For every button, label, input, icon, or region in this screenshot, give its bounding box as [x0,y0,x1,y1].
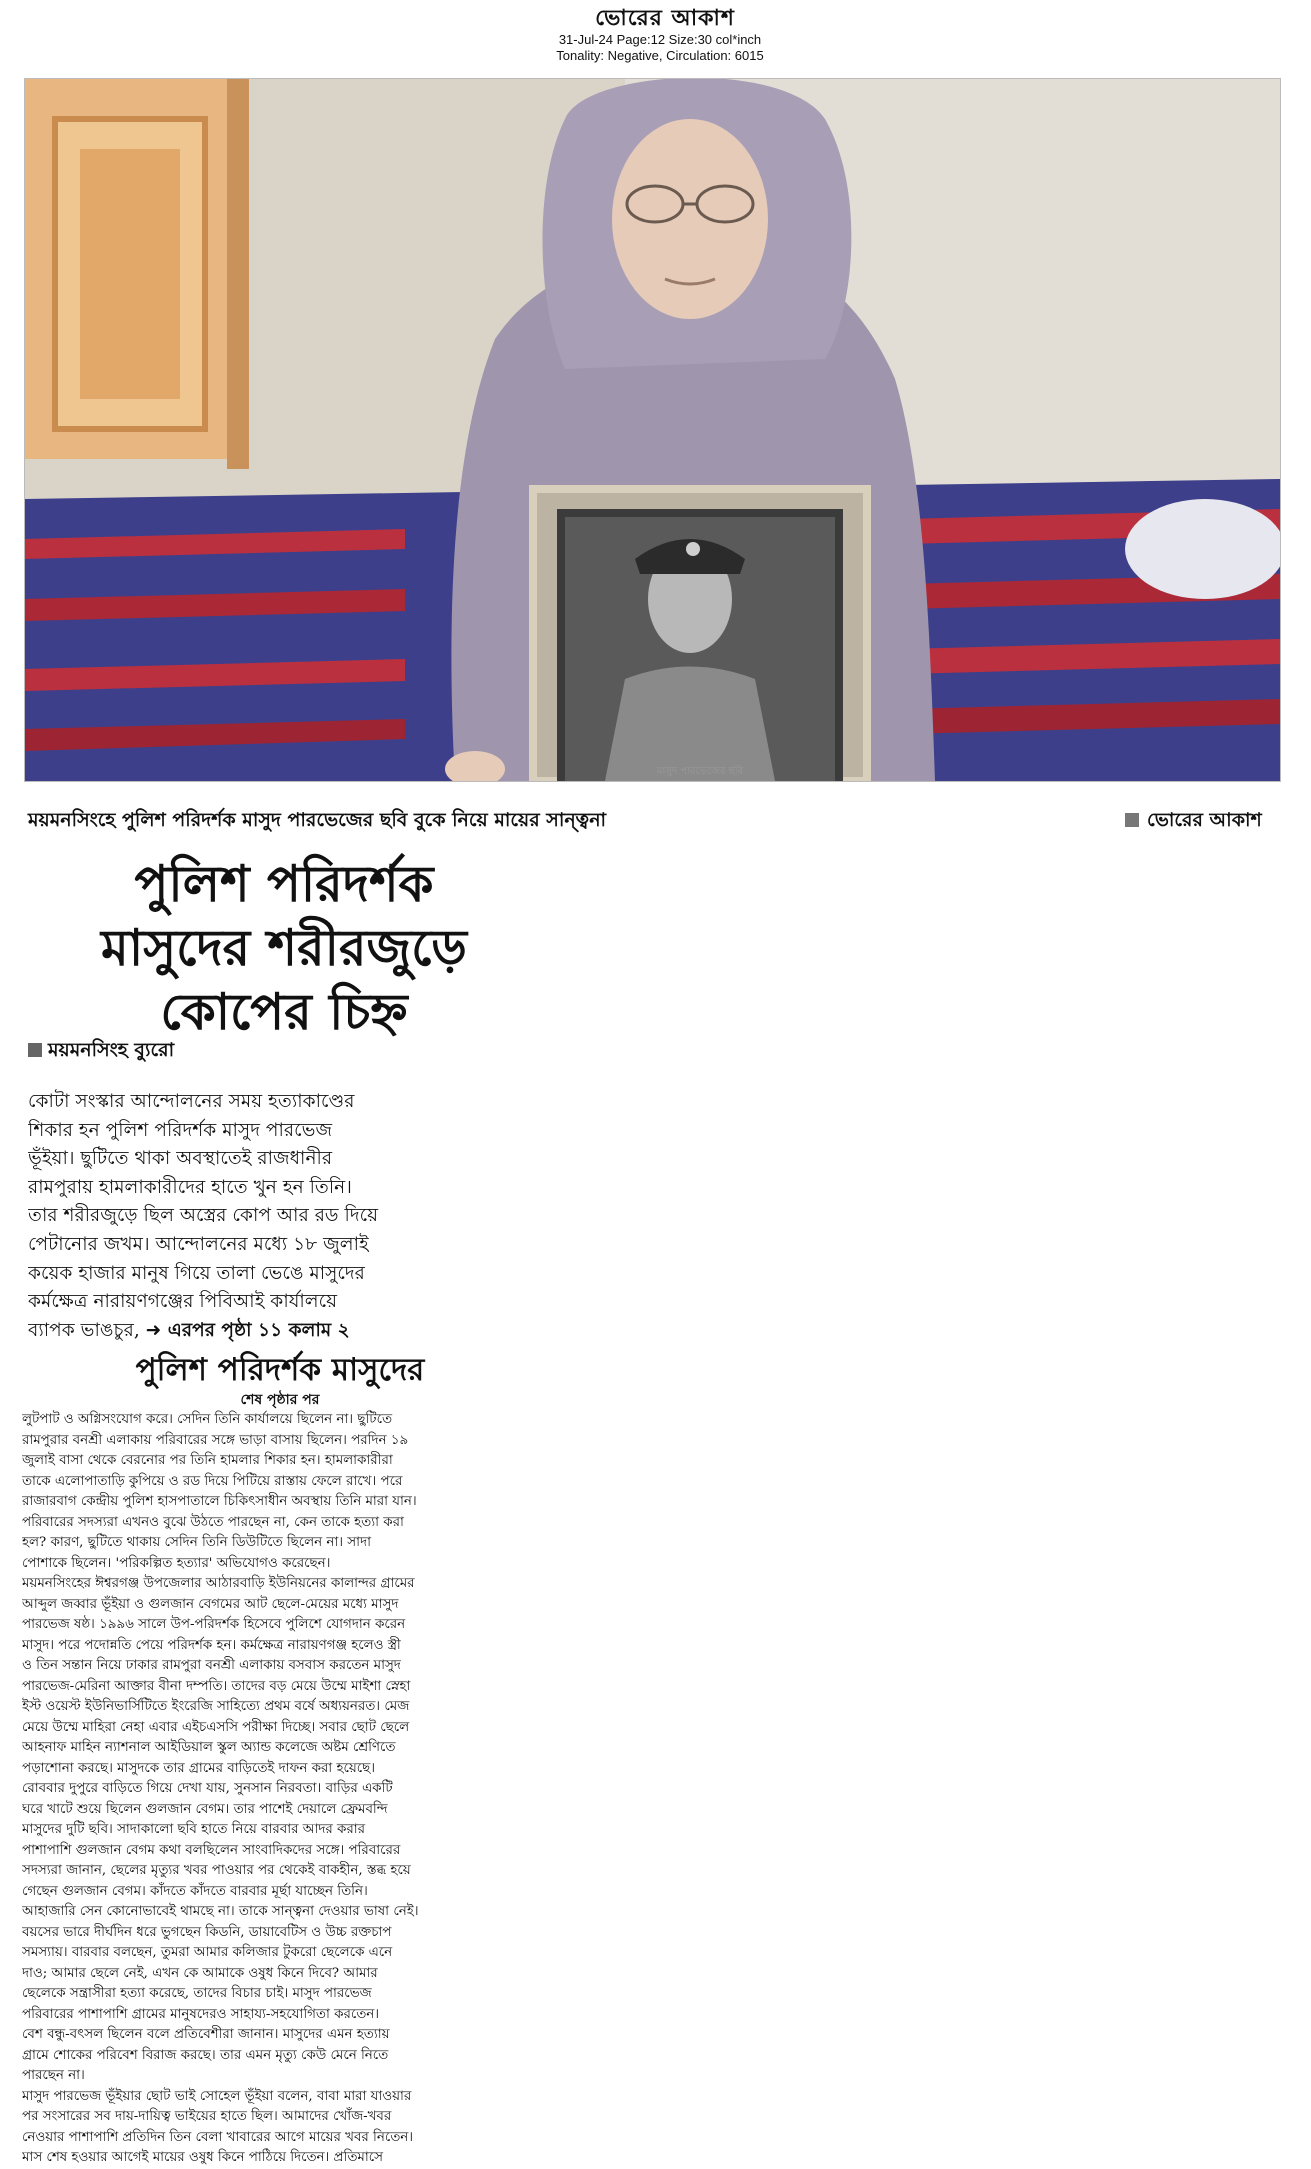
jump-title: পুলিশ পরিদর্শক মাসুদের [135,1352,425,1388]
intro-line: পেটানোর জখম। আন্দোলনের মধ্যে ১৮ জুলাই [28,1233,369,1255]
jump-line: আহাজারি সেন কোনোভাবেই থামছে না। তাকে সান্ত্বনা দেওয়ার ভাষা নেই। [22,1904,419,1919]
news-photo-illustration [25,79,1280,781]
jump-line: রামপুরার বনশ্রী এলাকায় পরিবারের সঙ্গে ভাড়া বাসায় ছিলেন। পরদিন ১৯ [22,1432,409,1448]
jump-line: তাকে এলোপাতাড়ি কুপিয়ে ও রড দিয়ে পিটিয়ে রাস্তায় ফেলে রাখে। পরে [22,1473,403,1489]
jump-line: পরিবারের সদস্যরা এখনও বুঝে উঠতে পারছেন না, কেন তাকে হত্যা করা [22,1514,404,1530]
jump-line: সমস্যায়। বারবার বলছেন, তুমরা আমার কলিজার টুকরো ছেলেকে এনে [22,1945,393,1960]
intro-line: কোটা সংস্কার আন্দোলনের সময় হত্যাকাণ্ডের [28,1091,355,1112]
jump-line: পরিবারের পাশাপাশি গ্রামের মানুষদেরও সাহায্য-সহযোগিতা করতেন। [22,2006,380,2022]
jump-line: পারভেজ ষষ্ঠ। ১৯৯৬ সালে উপ-পরিদর্শক হিসেবে পুলিশে যোগদান করেন [22,1617,406,1632]
portrait-frame-label: মাসুদ পারভেজের ছবি [656,766,744,777]
jump-line: পারছেন না। [22,2068,85,2083]
jump-line: ইস্ট ওয়েস্ট ইউনিভার্সিটিতে ইংরেজি সাহিত্যে প্রথম বর্ষে অধ্যয়নরত। মেজ [22,1699,410,1714]
jump-line: পাশাপাশি গুলজান বেগম কথা বলছিলেন সাংবাদিকদের সঙ্গে। পরিবারের [22,1842,401,1858]
intro-line: রামপুরায় হামলাকারীদের হাতে খুন হন তিনি। [28,1176,352,1198]
jump-line: বেশ বন্ধু-বৎসল ছিলেন বলে প্রতিবেশীরা জানান। মাসুদের এমন হত্যায় [22,2027,390,2042]
masthead-logo: ভোরের আকাশ [595,5,735,31]
clipping-meta-line2: Tonality: Negative, Circulation: 6015 [556,48,764,63]
jump-line: আহনাফ মাহিন ন্যাশনাল আইডিয়াল স্কুল অ্যান্ড কলেজে অষ্টম শ্রেণিতে [22,1740,396,1755]
intro-line: কয়েক হাজার মানুষ গিয়ে তালা ভেঙে মাসুদের [28,1262,365,1284]
intro-line: শিকার হন পুলিশ পরিদর্শক মাসুদ পারভেজ [28,1119,333,1141]
intro-line: তার শরীরজুড়ে ছিল অস্ত্রের কোপ আর রড দিয়ে [28,1205,379,1227]
jump-line: মাসুদ পারভেজ ভূঁইয়ার ছোট ভাই সোহেল ভূঁইয়া বলেন, বাবা মারা যাওয়ার [22,2088,412,2104]
continued-reference: এরপর পৃষ্ঠা ১১ কলাম ২ [167,1319,350,1341]
jump-line: সদস্যরা জানান, ছেলের মৃত্যুর খবর পাওয়ার পর থেকেই বাকহীন, স্তব্ধ হয়ে [22,1863,411,1878]
jump-line: গেছেন গুলজান বেগম। কাঁদতে কাঁদতে বারবার মূর্ছা যাচ্ছেন তিনি। [22,1883,368,1899]
jump-line: আব্দুল জব্বার ভূঁইয়া ও গুলজান বেগমের আট ছেলে-মেয়ের মধ্যে মাসুদ [22,1596,399,1612]
intro-line: কর্মক্ষেত্র নারায়ণগঞ্জের পিবিআই কার্যালয়ে [28,1291,338,1313]
continuation-arrow-icon: ➜ [145,1319,168,1341]
jump-line: পড়াশোনা করছে। মাসুদকে তার গ্রামের বাড়িতেই দাফন করা হয়েছে। [22,1760,376,1776]
intro-paragraph [28,1088,530,1345]
jump-line: ছেলেকে সন্ত্রাসীরা হত্যা করেছে, তাদের বিচার চাই। মাসুদ পারভেজ [22,1986,372,2001]
headline-line: মাসুদের শরীরজুড়ে [101,919,467,977]
photo-credit-text: ভোরের আকাশ [1147,809,1262,831]
jump-body [22,1410,534,2169]
jump-line: জুলাই বাসা থেকে বেরনোর পর তিনি হামলার শিকার হন। হামলাকারীরা [22,1453,393,1468]
intro-line: ব্যাপক ভাঙচুর, [28,1319,140,1341]
news-photo [24,78,1281,782]
photo-caption: ময়মনসিংহে পুলিশ পরিদর্শক মাসুদ পারভেজের ছবি বুকে নিয়ে মায়ের সান্ত্বনা [28,809,607,831]
jump-line: মাসুদের দুটি ছবি। সাদাকালো ছবি হাতে নিয়ে বারবার আদর করার [22,1822,365,1837]
intro-line: ভূঁইয়া। ছুটিতে থাকা অবস্থাতেই রাজধানীর [28,1148,333,1170]
headline [24,852,544,1044]
jump-line: নেওয়ার পাশাপাশি প্রতিদিন তিন বেলা খাবারের আগে মায়ের খবর নিতেন। [22,2129,414,2145]
headline-line: কোপের চিহ্ন [160,983,408,1041]
jump-line: পোশাকে ছিলেন। 'পরিকল্পিত হত্যার' অভিযোগও করেছেন। [22,1555,331,1571]
headline-line: পুলিশ পরিদর্শক [134,855,434,913]
clipping-meta-line1: 31-Jul-24 Page:12 Size:30 col*inch [558,32,762,47]
jump-line: গ্রামে শোকের পরিবেশ বিরাজ করছে। তার এমন মৃত্যু কেউ মেনে নিতে [22,2047,389,2063]
jump-line: পারভেজ-মেরিনা আক্তার বীনা দম্পতি। তাদের বড় মেয়ে উম্মে মাইশা স্নেহা [22,1678,411,1694]
jump-line: ময়মনসিংহের ঈশ্বরগঞ্জ উপজেলার আঠারবাড়ি ইউনিয়নের কালান্দর গ্রামের [22,1576,415,1591]
jump-line: ঘরে খাটে শুয়ে ছিলেন গুলজান বেগম। তার পাশেই দেয়ালে ফ্রেমবন্দি [22,1801,388,1817]
jump-line: ও তিন সন্তান নিয়ে ঢাকার রামপুরা বনশ্রী এলাকায় বসবাস করতেন মাসুদ [22,1658,401,1673]
jump-line: রাজারবাগ কেন্দ্রীয় পুলিশ হাসপাতালে চিকিৎসাধীন অবস্থায় তিনি মারা যান। [22,1494,417,1509]
photo-credit [1125,808,1262,832]
jump-line: লুটপাট ও অগ্নিসংযোগ করে। সেদিন তিনি কার্যালয়ে ছিলেন না। ছুটিতে [22,1412,393,1427]
byline-square-icon [28,1043,42,1057]
masthead [580,6,750,30]
jump-line: রোববার দুপুরে বাড়িতে গিয়ে দেখা যায়, সুনসান নিরবতা। বাড়ির একটি [22,1781,393,1796]
jump-line: পর সংসারের সব দায়-দায়িত্ব ভাইয়ের হাতে ছিল। আমাদের খোঁজ-খবর [22,2109,392,2124]
byline-text: ময়মনসিংহ ব্যুরো [48,1039,175,1061]
jump-line: বয়সের ভারে দীর্ঘদিন ধরে ভুগছেন কিডনি, ডায়াবেটিস ও উচ্চ রক্তচাপ [22,1924,392,1940]
jump-line: মাস শেষ হওয়ার আগেই মায়ের ওষুধ কিনে পাঠিয়ে দিতেন। প্রতিমাসে [22,2150,383,2165]
byline [28,1037,174,1063]
jump-line: হল? কারণ, ছুটিতে থাকায় সেদিন তিনি ডিউটিতে ছিলেন না। সাদা [22,1535,371,1550]
jump-line: মাসুদ। পরে পদোন্নতি পেয়ে পরিদর্শক হন। কর্মক্ষেত্র নারায়ণগঞ্জ হলেও স্ত্রী [22,1637,401,1653]
credit-square-icon [1125,813,1139,827]
jump-subtitle: শেষ পৃষ্ঠার পর [240,1392,320,1408]
jump-line: দাও; আমার ছেলে নেই, এখন কে আমাকে ওষুধ কিনে দিবে? আমার [22,1965,378,1981]
jump-line: মেয়ে উম্মে মাহিরা নেহা এবার এইচএসসি পরীক্ষা দিচ্ছে। সবার ছোট ছেলে [22,1719,410,1735]
intro-last-line [28,1317,530,1346]
